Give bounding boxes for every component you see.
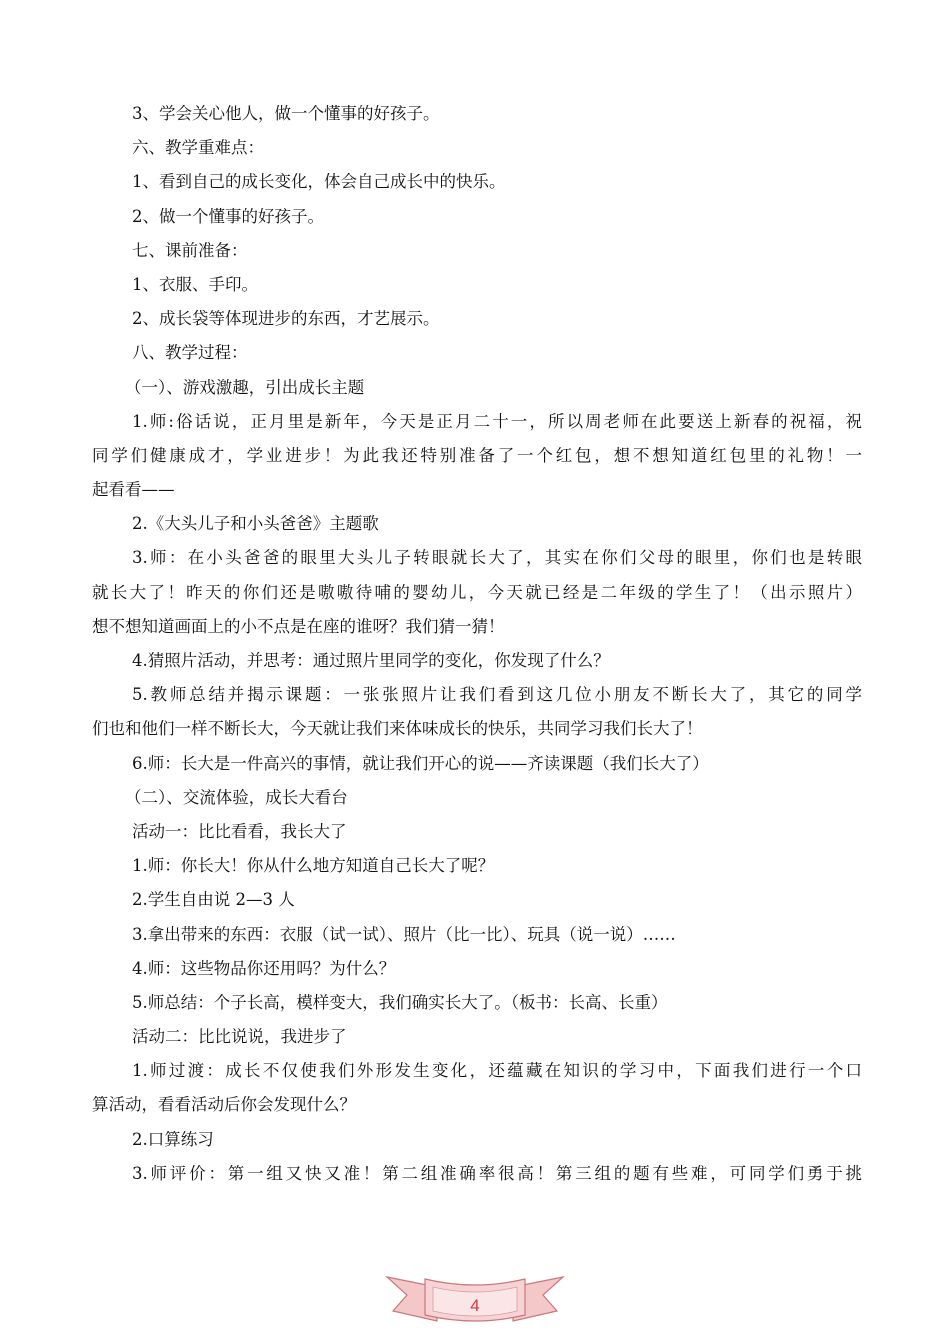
text-line: 算活动，看看活动后你会发现什么？ — [92, 1095, 356, 1115]
text-line: 4.师：这些物品你还用吗？为什么？ — [132, 958, 396, 978]
text-line: 3.拿出带来的东西：衣服（试一试）、照片（比一比）、玩具（说一说）…… — [132, 924, 676, 944]
text-line: 1、看到自己的成长变化，体会自己成长中的快乐。 — [132, 172, 506, 192]
text-line: 同学们健康成才，学业进步！为此我还特别准备了一个红包，想不想知道红包里的礼物！一 — [92, 445, 862, 465]
text-line: 2.口算练习 — [132, 1129, 214, 1149]
page-footer — [385, 1265, 565, 1331]
text-line: 3、学会关心他人，做一个懂事的好孩子。 — [132, 104, 440, 123]
text-line: 6.师：长大是一件高兴的事情，就让我们开心的说——齐读课题（我们长大了） — [132, 753, 709, 773]
text-line: 1.师：你长大！你从什么地方知道自己长大了呢？ — [132, 856, 495, 876]
page-number: 4 — [470, 1296, 480, 1315]
text-line: 3.师：在小头爸爸的眼里大头儿子转眼就长大了，其实在你们父母的眼里，你们也是转眼 — [132, 548, 862, 568]
text-line: 七、课前准备： — [132, 240, 248, 260]
text-line: 1.师:俗话说，正月里是新年，今天是正月二十一，所以周老师在此要送上新春的祝福，祝 — [132, 411, 862, 431]
text-line: 4.猜照片活动，并思考：通过照片里同学的变化，你发现了什么？ — [132, 651, 610, 670]
text-line: 1、衣服、手印。 — [132, 274, 258, 294]
text-line: 2.学生自由说 2—3 人 — [132, 890, 295, 910]
text-line: 们也和他们一样不断长大，今天就让我们来体味成长的快乐，共同学习我们长大了！ — [92, 719, 703, 739]
text-line: 六、教学重难点： — [132, 138, 264, 158]
text-line: 八、教学过程： — [132, 343, 248, 363]
text-line: 5.师总结：个子长高，模样变大，我们确实长大了。（板书：长高、长重） — [132, 992, 668, 1012]
text-line: 2.《大头儿子和小头爸爸》主题歌 — [132, 514, 379, 534]
text-line: 2、成长袋等体现进步的东西，才艺展示。 — [132, 309, 440, 329]
text-line: 2、做一个懂事的好孩子。 — [132, 206, 324, 226]
text-line: 3.师评价：第一组又快又准！第二组准确率很高！第三组的题有些难，可同学们勇于挑 — [132, 1163, 862, 1183]
document-body — [92, 97, 862, 1191]
text-line: 1.师过渡：成长不仅使我们外形发生变化，还蕴藏在知识的学习中，下面我们进行一个口 — [132, 1061, 862, 1081]
text-line: 想不想知道画面上的小不点是在座的谁呀？我们猜一猜！ — [92, 616, 505, 636]
text-line: 活动二：比比说说，我进步了 — [132, 1027, 347, 1047]
text-line: （二）、交流体验，成长大看台 — [125, 787, 348, 807]
text-line: 起看看—— — [92, 480, 175, 500]
text-line: （一）、游戏激趣，引出成长主题 — [125, 377, 365, 397]
text-line: 就长大了！昨天的你们还是嗷嗷待哺的婴幼儿，今天就已经是二年级的学生了！（出示照片） — [92, 582, 862, 602]
text-line: 活动一：比比看看，我长大了 — [132, 821, 347, 841]
text-line: 5.教师总结并揭示课题：一张张照片让我们看到这几位小朋友不断长大了，其它的同学 — [132, 685, 862, 705]
